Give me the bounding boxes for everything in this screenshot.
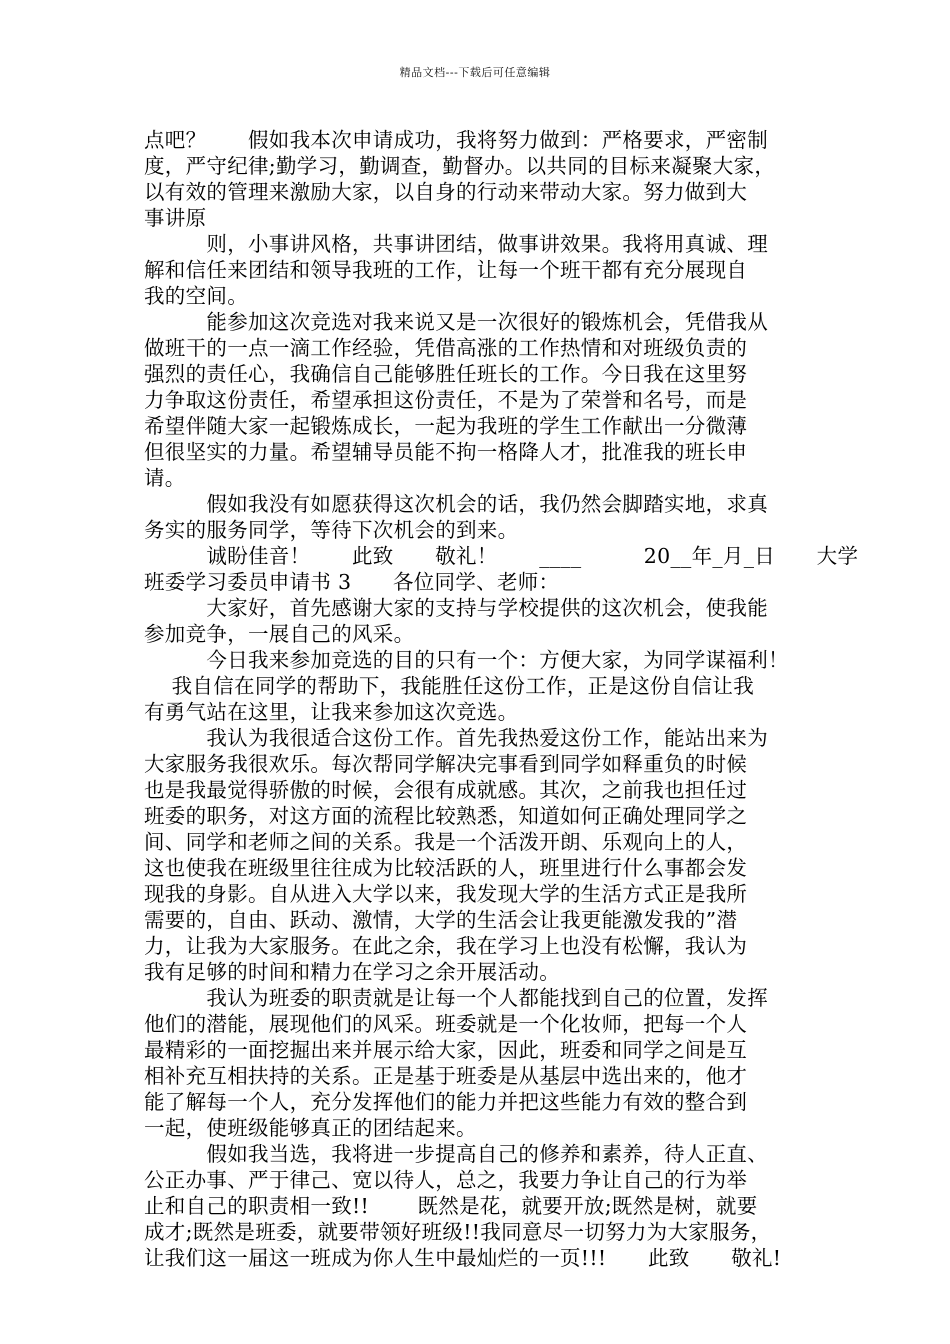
text-line: 力，让我为大家服务。在此之余，我在学习上也没有松懈，我认为 (144, 934, 748, 958)
text-line: 让我们这一届这一班成为你人生中最灿烂的一页!!! 此致 敬礼! (144, 1246, 782, 1270)
text-line: 成才;既然是班委，就要带领好班级!!我同意尽一切努力为大家服务， (144, 1220, 772, 1244)
text-line: 我自信在同学的帮助下，我能胜任这份工作，正是这份自信让我 (144, 674, 755, 698)
text-line: 诚盼佳音！ 此致 敬礼！ ____ 20__年_月_日 大学 (144, 544, 859, 568)
text-line: 度，严守纪律;勤学习，勤调查，勤督办。以共同的目标来凝聚大家， (144, 154, 776, 178)
text-line: 则，小事讲风格，共事讲团结，做事讲效果。我将用真诚、理 (144, 232, 768, 256)
text-line: 也是我最觉得骄傲的时候，会很有成就感。其次，之前我也担任过 (144, 778, 748, 802)
text-line: 大家好，首先感谢大家的支持与学校提供的这次机会，使我能 (144, 596, 768, 620)
text-line: 班委的职务，对这方面的流程比较熟悉，知道如何正确处理同学之 (144, 804, 748, 828)
text-line: 强烈的责任心，我确信自己能够胜任班长的工作。今日我在这里努 (144, 362, 748, 386)
text-line: 止和自己的职责相一致!! 既然是花，就要开放;既然是树，就要 (144, 1194, 758, 1218)
text-line: 力争取这份责任，希望承担这份责任，不是为了荣誉和名号，而是 (144, 388, 748, 412)
text-line: 做班干的一点一滴工作经验，凭借高涨的工作热情和对班级负责的 (144, 336, 748, 360)
text-line: 事讲原 (144, 206, 207, 230)
text-line: 我有足够的时间和精力在学习之余开展活动。 (144, 960, 560, 984)
text-line: 假如我当选，我将进一步提高自己的修养和素养，待人正直、 (144, 1142, 768, 1166)
text-line: 务实的服务同学，等待下次机会的到来。 (144, 518, 519, 542)
text-line: 我认为我很适合这份工作。首先我热爱这份工作，能站出来为 (144, 726, 768, 750)
text-line: 公正办事、严于律己、宽以待人，总之，我要力争让自己的行为举 (144, 1168, 748, 1192)
text-line: 班委学习委员申请书 3 各位同学、老师： (144, 570, 560, 594)
text-line: 相补充互相扶持的关系。正是基于班委是从基层中选出来的，他才 (144, 1064, 748, 1088)
text-line: 有勇气站在这里，让我来参加这次竞选。 (144, 700, 519, 724)
text-line: 间、同学和老师之间的关系。我是一个活泼开朗、乐观向上的人， (144, 830, 748, 854)
text-line: 但很坚实的力量。希望辅导员能不拘一格降人才，批准我的班长申 (144, 440, 748, 464)
text-line: 他们的潜能，展现他们的风采。班委就是一个化妆师，把每一个人 (144, 1012, 748, 1036)
text-line: 现我的身影。自从进入大学以来，我发现大学的生活方式正是我所 (144, 882, 748, 906)
text-line: 我认为班委的职责就是让每一个人都能找到自己的位置，发挥 (144, 986, 768, 1010)
text-line: 解和信任来团结和领导我班的工作，让每一个班干都有充分展现自 (144, 258, 748, 282)
text-line: 参加竞争，一展自己的风采。 (144, 622, 415, 646)
text-line: 大家服务我很欢乐。每次帮同学解决完事看到同学如释重负的时候 (144, 752, 748, 776)
text-line: 这也使我在班级里往往成为比较活跃的人，班里进行什么事都会发 (144, 856, 748, 880)
text-line: 一起，使班级能够真正的团结起来。 (144, 1116, 477, 1140)
text-line: 点吧？ 假如我本次申请成功，我将努力做到：严格要求，严密制 (144, 128, 768, 152)
text-line: 最精彩的一面挖掘出来并展示给大家，因此，班委和同学之间是互 (144, 1038, 748, 1062)
page-header: 精品文档---下载后可任意编辑 (399, 66, 551, 79)
text-line: 能参加这次竞选对我来说又是一次很好的锻炼机会，凭借我从 (144, 310, 768, 334)
text-line: 假如我没有如愿获得这次机会的话，我仍然会脚踏实地，求真 (144, 492, 768, 516)
text-line: 希望伴随大家一起锻炼成长，一起为我班的学生工作献出一分微薄 (144, 414, 748, 438)
text-line: 以有效的管理来激励大家，以自身的行动来带动大家。努力做到大 (144, 180, 748, 204)
text-line: 请。 (144, 466, 186, 490)
text-line: 需要的，自由、跃动、激情，大学的生活会让我更能激发我的”潜 (144, 908, 738, 932)
text-line: 我的空间。 (144, 284, 248, 308)
text-line: 能了解每一个人，充分发挥他们的能力并把这些能力有效的整合到 (144, 1090, 748, 1114)
text-line: 今日我来参加竞选的目的只有一个：方便大家，为同学谋福利！ (144, 648, 789, 672)
